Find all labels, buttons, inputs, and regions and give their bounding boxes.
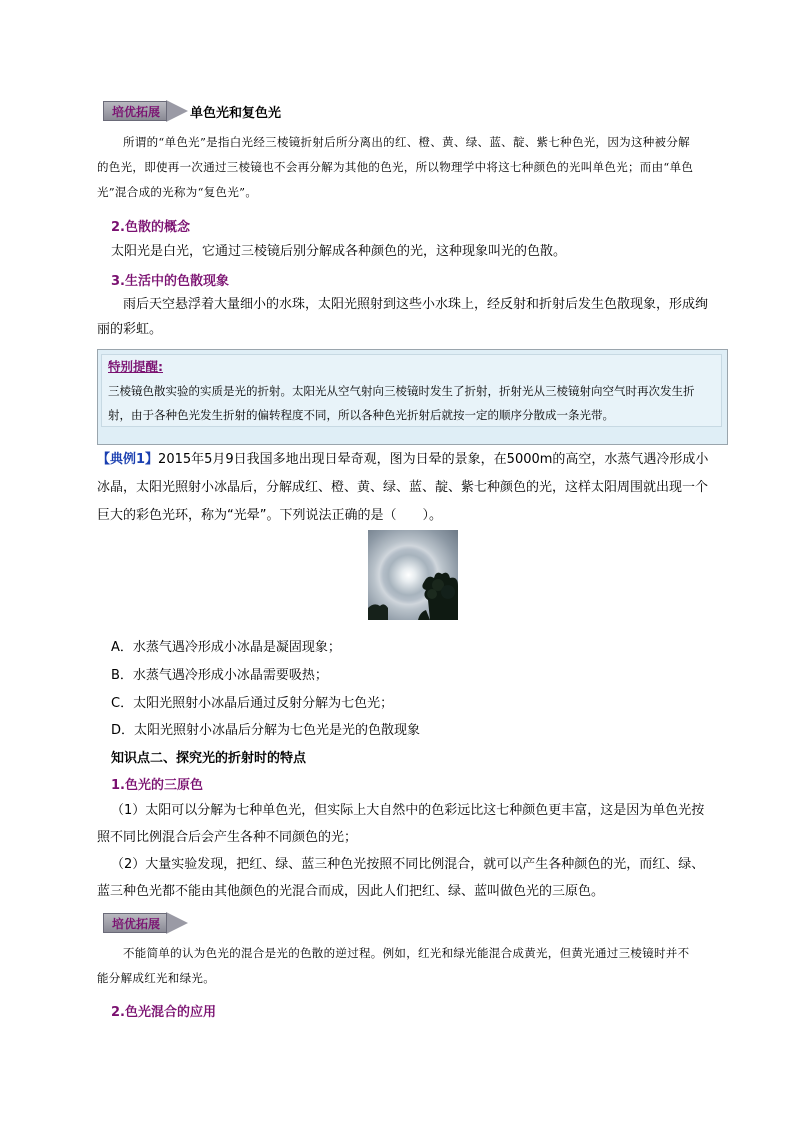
paragraph-primary-1 xyxy=(97,797,715,851)
paragraph-text: （1）太阳可以分解为七种单色光，但实际上大自然中的色彩远比这七种颜色更丰富，这是因为单色光按照不同比例混合后会产生各种不同颜色的光； xyxy=(97,803,705,845)
option-a: A．水蒸气遇冷形成小冰晶是凝固现象； xyxy=(111,640,341,655)
paragraph-text: （2）大量实验发现，把红、绿、蓝三种色光按照不同比例混合，就可以产生各种颜色的光，而红、绿、蓝三种色光都不能由其他颜色的光混合而成，因此人们把红、绿、蓝叫做色光的三原色。 xyxy=(97,857,705,899)
tree-silhouette xyxy=(368,530,458,620)
example-label: 【典例1】 xyxy=(97,452,159,467)
special-note-box xyxy=(97,349,728,445)
tag-title: 单色光和复色光 xyxy=(190,105,282,121)
tag-label: 培优拓展 xyxy=(103,913,167,933)
paragraph-monochromatic xyxy=(97,130,697,205)
option-d: D．太阳光照射小冰晶后分解为七色光是光的色散现象 xyxy=(111,723,421,738)
paragraph-primary-2 xyxy=(97,851,715,905)
option-c: C．太阳光照射小冰晶后通过反射分解为七色光； xyxy=(111,696,394,711)
tag-extension-2 xyxy=(103,911,188,935)
option-b: B．水蒸气遇冷形成小冰晶需要吸热； xyxy=(111,668,328,683)
sun-halo-photo xyxy=(368,530,458,620)
heading-three-primary-colors: 1.色光的三原色 xyxy=(111,778,203,793)
paragraph-text: 太阳光是白光，它通过三棱镜后别分解成各种颜色的光，这种现象叫光的色散。 xyxy=(111,244,567,259)
tag-extension-1 xyxy=(103,99,281,123)
example-question xyxy=(97,446,715,530)
tag-label: 培优拓展 xyxy=(103,101,167,121)
special-note-inner xyxy=(101,354,722,427)
paragraph-text: 雨后天空悬浮着大量细小的水珠，太阳光照射到这些小水珠上，经反射和折射后发生色散现象，形成绚丽的彩虹。 xyxy=(97,297,709,337)
example-text: 2015年5月9日我国多地出现日晕奇观，图为日晕的景象，在5000m的高空，水蒸气遇冷形成小冰晶，太阳光照射小冰晶后，分解成红、橙、黄、绿、蓝、靛、紫七种颜色的光，这样太阳周围就出现一个巨大的彩色光环，称为“光晕”。下列说法正确的是（ ）。 xyxy=(97,452,709,523)
paragraph-text: 不能简单的认为色光的混合是光的色散的逆过程。例如，红光和绿光能混合成黄光，但黄光通过三棱镜时并不能分解成红光和绿光。 xyxy=(97,946,690,985)
paragraph-rainbow xyxy=(97,292,715,342)
heading-color-mixing-application: 2.色光混合的应用 xyxy=(111,1005,216,1020)
tag-arrow-icon xyxy=(166,100,188,122)
paragraph-color-mixing xyxy=(97,941,697,991)
note-title: 特别提醒: xyxy=(108,359,163,374)
heading-dispersion-life: 3.生活中的色散现象 xyxy=(111,274,229,289)
section-heading-knowledge-2: 知识点二、探究光的折射时的特点 xyxy=(111,751,307,766)
paragraph-text: 所谓的“单色光”是指白光经三棱镜折射后所分离出的红、橙、黄、绿、蓝、靛、紫七种色光，因为这种被分解的色光，即使再一次通过三棱镜也不会再分解为其他的色光，所以物理学中将这七种颜色的光叫单色光；而由“单色光”混合成的光称为“复色光”。 xyxy=(97,135,694,199)
tag-arrow-icon xyxy=(166,912,188,934)
paragraph-dispersion xyxy=(111,239,711,264)
heading-dispersion-concept: 2.色散的概念 xyxy=(111,220,190,235)
note-text: 三棱镜色散实验的实质是光的折射。太阳光从空气射向三棱镜时发生了折射，折射光从三棱镜射向空气时再次发生折射，由于各种色光发生折射的偏转程度不同，所以各种色光折射后就按一定的顺序分散成一条光带。 xyxy=(108,384,695,422)
